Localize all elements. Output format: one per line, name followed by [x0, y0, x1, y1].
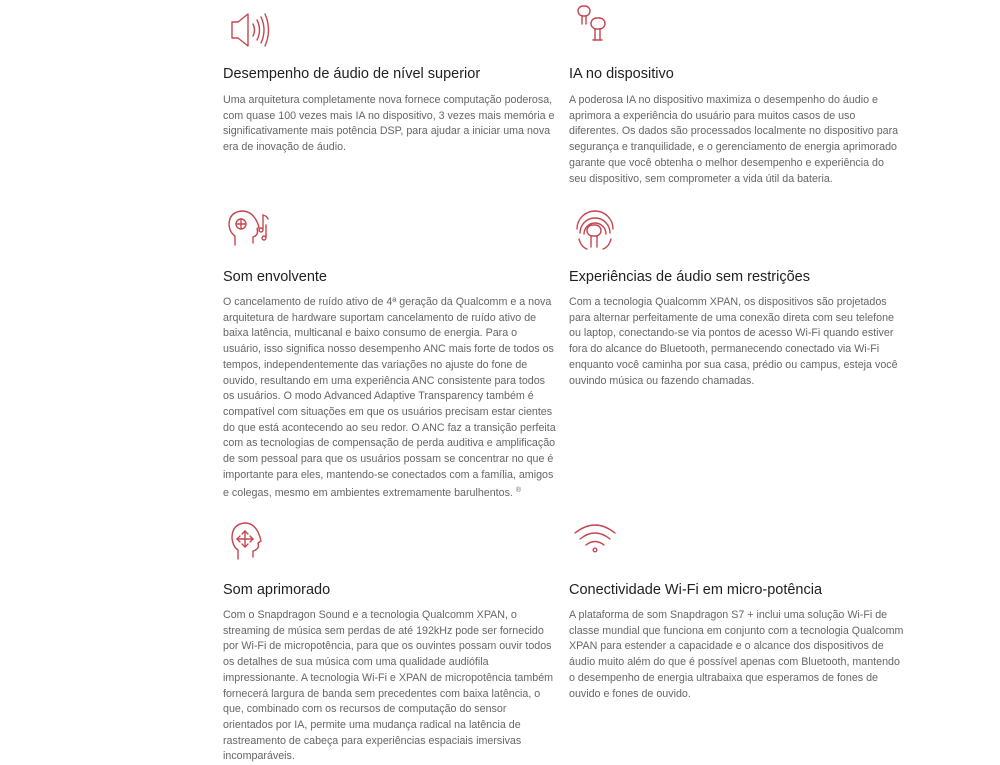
head-tracking-icon	[223, 519, 275, 567]
head-music-icon	[223, 207, 275, 255]
feature-title: Som envolvente	[223, 269, 327, 285]
earbud-signal-icon	[569, 207, 621, 255]
feature-description: A poderosa IA no dispositivo maximiza o desempenho do áudio e aprimora a experiência do usuário para muitos casos de uso diferentes. Os dados são processados localmente no dispositivo para segurança e tranquilidade, e o gerenciamento de energia aprimorado garante que você obtenha o melhor desempenho e experiência do seu dispositivo, sem comprometer a vida útil da bateria.	[569, 94, 899, 185]
feature-description: Uma arquitetura completamente nova fornece computação poderosa, com quase 100 vezes mais IA no dispositivo, 3 vezes mais memória e significativamente mais potência DSP, para ajudar a iniciar uma nova era de inovação de áudio.	[223, 94, 555, 154]
wifi-icon	[569, 519, 621, 567]
feature-description	[223, 295, 558, 502]
registered-mark: ®	[515, 487, 522, 495]
feature-title: Desempenho de áudio de nível superior	[223, 66, 481, 82]
earbuds-icon	[569, 2, 621, 50]
feature-title: Experiências de áudio sem restrições	[569, 269, 810, 285]
feature-title: Conectividade Wi-Fi em micro-potência	[569, 582, 823, 598]
feature-description: Com a tecnologia Qualcomm XPAN, os dispositivos são projetados para alternar perfeitamente de uma conexão direta com seu telefone ou laptop, conectando-se via pontos de acesso Wi-Fi quando estiver fora do alcance do Bluetooth, permanecendo conectado via Wi-Fi enquanto você caminha por sua casa, prédio ou campus, esteja você ouvindo música ou fazendo chamadas.	[569, 296, 898, 387]
feature-title: IA no dispositivo	[569, 66, 674, 82]
feature-description: Com o Snapdragon Sound e a tecnologia Qualcomm XPAN, o streaming de música sem perdas de até 192kHz pode ser fornecido por Wi-Fi de micropotência, para que os ouvintes possam ouvir todos os detalhes de sua música com uma qualidade audiófila impressionante. A tecnologia Wi-Fi e XPAN de micropotência também fornecerá largura de banda sem precedentes com baixa latência, o que, combinado com os recursos de computação do sensor orientados por IA, permite uma mudança radical na latência de rastreamento de cabeça para experiências espaciais imersivas incomparáveis.	[223, 609, 554, 763]
feature-title: Som aprimorado	[223, 582, 331, 598]
feature-description-text: O cancelamento de ruído ativo de 4ª geração da Qualcomm e a nova arquitetura de hardware suportam cancelamento de ruído ativo de baixa latência, multicanal e baixo consumo de energia. Para o usuário, isso significa nosso desempenho ANC mais forte de todos os tempos, independentemente das variações no ajuste do fone de ouvido, resultando em uma experiência ANC consistente para todos os usuários. O modo Advanced Adaptive Transparency também é compatível com situações em que os usuários precisam estar cientes do que está acontecendo ao seu redor. O ANC faz a transição perfeita com as tecnologias de compensação de perda auditiva e amplificação de som pessoal para que os usuários possam se concentrar no que é importante para eles, mantendo-se conectados com a família, amigos e colegas, mesmo em ambientes extremamente barulhentos.	[223, 296, 556, 500]
speaker-icon	[223, 8, 275, 56]
feature-description: A plataforma de som Snapdragon S7 + inclui uma solução Wi-Fi de classe mundial que funciona em conjunto com a tecnologia Qualcomm XPAN para estender a capacidade e o alcance dos dispositivos de áudio muito além do que é possível apenas com Bluetooth, mantendo o desempenho de energia ultrabaixa que esperamos de fones de ouvido e fones de ouvido.	[569, 609, 904, 700]
